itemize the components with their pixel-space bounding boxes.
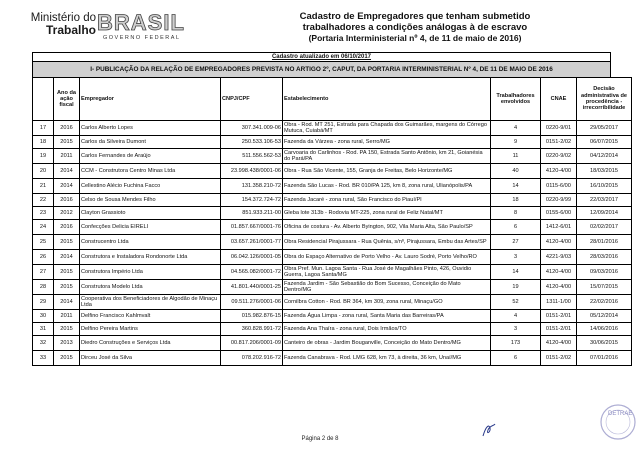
- row-year: 2015: [54, 136, 80, 149]
- row-employer: Dirceu José da Silva: [80, 351, 221, 366]
- employers-table: [32, 77, 632, 366]
- row-decision: 30/06/2015: [577, 336, 632, 351]
- row-employer: Construcentro Ltda: [80, 235, 221, 250]
- row-workers: 9: [491, 136, 541, 149]
- row-id: 25: [33, 235, 54, 250]
- row-employer: Carlos Fernandes de Araújo: [80, 149, 221, 164]
- row-cnpj: 04.565.082/0001-72: [221, 265, 283, 280]
- col-header-employer: Empregador: [80, 78, 221, 121]
- row-cnpj: 154.372.724-72: [221, 194, 283, 207]
- row-cnae: 1412-6/01: [541, 220, 577, 235]
- row-workers: 18: [491, 194, 541, 207]
- table-row: [33, 280, 632, 295]
- row-employer: Construtora Império Ltda: [80, 265, 221, 280]
- row-cnae: 0151-2/02: [541, 136, 577, 149]
- row-estab: Fazenda São Lucas - Rod. BR 010/PA 125, km 8, zona rural, Ulianópolis/PA: [283, 179, 491, 194]
- table-row: [33, 265, 632, 280]
- table-row: [33, 351, 632, 366]
- table-row: [33, 220, 632, 235]
- row-year: 2011: [54, 310, 80, 323]
- row-employer: Carlos da Silveira Dumont: [80, 136, 221, 149]
- row-cnae: 0220-9/02: [541, 149, 577, 164]
- row-workers: 19: [491, 280, 541, 295]
- row-decision: 18/03/2015: [577, 164, 632, 179]
- row-employer: Construtora e Instaladora Rondonorte Ltda: [80, 250, 221, 265]
- row-cnae: 4120-4/00: [541, 265, 577, 280]
- page-footer: Página 2 de 8: [301, 436, 339, 442]
- row-decision: 22/02/2016: [577, 295, 632, 310]
- table-row: [33, 164, 632, 179]
- row-id: 27: [33, 265, 54, 280]
- row-year: 2015: [54, 323, 80, 336]
- row-cnpj: 360.828.991-72: [221, 323, 283, 336]
- row-cnae: 4120-4/00: [541, 280, 577, 295]
- row-id: 31: [33, 323, 54, 336]
- row-year: 2015: [54, 235, 80, 250]
- row-cnpj: 23.998.438/0001-06: [221, 164, 283, 179]
- row-id: 20: [33, 164, 54, 179]
- row-workers: 14: [491, 265, 541, 280]
- table-row: [33, 149, 632, 164]
- row-year: 2015: [54, 280, 80, 295]
- row-cnpj: 131.358.210-72: [221, 179, 283, 194]
- row-year: 2016: [54, 121, 80, 136]
- row-cnae: 4120-4/00: [541, 235, 577, 250]
- row-estab: Fazenda da Várzea - zona rural, Serro/MG: [283, 136, 491, 149]
- row-year: 2015: [54, 351, 80, 366]
- row-id: 23: [33, 207, 54, 220]
- row-workers: 6: [491, 220, 541, 235]
- row-year: 2012: [54, 207, 80, 220]
- col-header-id: [33, 78, 54, 121]
- brasil-logo-icon: [95, 8, 190, 42]
- row-workers: 4: [491, 310, 541, 323]
- row-employer: Carlos Alberto Lopes: [80, 121, 221, 136]
- row-estab: Fazenda Canabrava - Rod. LMG 628, km 73, à direita, 36 km, Unaí/MG: [283, 351, 491, 366]
- row-cnae: 0151-2/02: [541, 351, 577, 366]
- row-decision: 28/03/2016: [577, 250, 632, 265]
- row-id: 21: [33, 179, 54, 194]
- row-id: 30: [33, 310, 54, 323]
- row-id: 26: [33, 250, 54, 265]
- title-line2: trabalhadores a condições análogas à de escravo: [302, 22, 528, 33]
- row-employer: Delfino Pereira Martins: [80, 323, 221, 336]
- table-row: [33, 179, 632, 194]
- table-row: [33, 207, 632, 220]
- row-id: 24: [33, 220, 54, 235]
- logo-tagline: GOVERNO FEDERAL: [103, 35, 181, 41]
- row-workers: 52: [491, 295, 541, 310]
- row-estab: Fazenda Água Limpa - zona rural, Santa Maria das Barreiras/PA: [283, 310, 491, 323]
- col-header-cnae: CNAE: [541, 78, 577, 121]
- row-decision: 14/06/2016: [577, 323, 632, 336]
- row-decision: 05/12/2014: [577, 310, 632, 323]
- table-row: [33, 310, 632, 323]
- row-estab: Gleba lote 313b - Rodovia MT-225, zona rural de Feliz Natal/MT: [283, 207, 491, 220]
- row-estab: Canteiro de obras - Jardim Bouganville, Conceição do Mato Dentro/MG: [283, 336, 491, 351]
- row-cnae: 1311-1/00: [541, 295, 577, 310]
- row-decision: 02/02/2017: [577, 220, 632, 235]
- table-row: [33, 235, 632, 250]
- row-employer: Delfino Francisco Kahlmvalt: [80, 310, 221, 323]
- row-cnpj: 01.857.667/0001-76: [221, 220, 283, 235]
- col-header-decision: Decisão administrativa de procedência - irrecorribilidade: [577, 78, 632, 121]
- row-year: 2016: [54, 194, 80, 207]
- row-employer: Cellestino Alécio Fuchina Facco: [80, 179, 221, 194]
- row-cnae: 0115-6/00: [541, 179, 577, 194]
- row-workers: 11: [491, 149, 541, 164]
- row-cnae: 0220-9/99: [541, 194, 577, 207]
- row-cnae: 4120-4/00: [541, 164, 577, 179]
- row-estab: Obra Residencial Pirajussara - Rua Quênia, s/nº, Pirajussara, Embu das Artes/SP: [283, 235, 491, 250]
- col-header-cnpj: CNPJ/CPF: [221, 78, 283, 121]
- update-date-bar: Cadastro atualizado em 06/10/2017: [32, 52, 611, 61]
- row-id: 33: [33, 351, 54, 366]
- table-row: [33, 250, 632, 265]
- table-row: [33, 323, 632, 336]
- col-header-workers: Trabalhadores envolvidos: [491, 78, 541, 121]
- row-employer: Construtora Modelo Ltda: [80, 280, 221, 295]
- row-employer: Clayton Grassioto: [80, 207, 221, 220]
- row-workers: 27: [491, 235, 541, 250]
- row-id: 18: [33, 136, 54, 149]
- table-row: [33, 194, 632, 207]
- row-employer: Diedro Construções e Serviços Ltda: [80, 336, 221, 351]
- col-header-year: Ano da ação fiscal: [54, 78, 80, 121]
- row-estab: Obra - Rod. MT 251, Estrada para Chapada dos Guimarães, margens do Córrego Mutuca, Cuiabá/MT: [283, 121, 491, 136]
- row-year: 2014: [54, 179, 80, 194]
- row-workers: 40: [491, 164, 541, 179]
- row-decision: 07/01/2016: [577, 351, 632, 366]
- col-header-estab: Estabelecimento: [283, 78, 491, 121]
- section-title-bar: I- PUBLICAÇÃO DA RELAÇÃO DE EMPREGADORES PREVISTA NO ARTIGO 2º, CAPUT, DA PORTARIA INTERMINISTERIAL Nº 4, DE 11 DE MAIO DE 2016: [32, 61, 611, 77]
- row-id: 17: [33, 121, 54, 136]
- row-estab: Carvoaria do Carlinhos - Rod. PA 150, Estrada Santo Antônio, km 21, Goianésia do Pará/PA: [283, 149, 491, 164]
- row-estab: Fazenda Ana Thaíra - zona rural, Dois Irmãos/TO: [283, 323, 491, 336]
- row-estab: Obra - Rua São Vicente, 155, Granja de Freitas, Belo Horizonte/MG: [283, 164, 491, 179]
- stamp-text: DETRAE: [608, 411, 633, 417]
- table-header-row: [33, 78, 632, 121]
- row-workers: 6: [491, 351, 541, 366]
- row-cnpj: 09.511.276/0001-06: [221, 295, 283, 310]
- row-cnpj: 307.341.009-06: [221, 121, 283, 136]
- row-cnpj: 06.042.126/0001-05: [221, 250, 283, 265]
- row-decision: 28/01/2016: [577, 235, 632, 250]
- row-cnae: 0155-6/00: [541, 207, 577, 220]
- row-decision: 16/10/2015: [577, 179, 632, 194]
- row-cnae: 4221-9/03: [541, 250, 577, 265]
- row-employer: Celso de Sousa Mendes Filho: [80, 194, 221, 207]
- row-id: 19: [33, 149, 54, 164]
- table-row: [33, 295, 632, 310]
- row-employer: Cooperativa dos Beneficiadores de Algodão de Minaçu Ltda: [80, 295, 221, 310]
- register-table-container: [32, 52, 627, 366]
- row-estab: Oficina de costura - Av. Alberto Byington, 902, Vila Maria Alta, São Paulo/SP: [283, 220, 491, 235]
- table-row: [33, 121, 632, 136]
- row-decision: 06/07/2015: [577, 136, 632, 149]
- row-cnpj: 078.202.916-72: [221, 351, 283, 366]
- row-workers: 4: [491, 121, 541, 136]
- ministry-logo-text: [11, 12, 96, 36]
- row-decision: 29/05/2017: [577, 121, 632, 136]
- row-id: 32: [33, 336, 54, 351]
- row-year: 2014: [54, 164, 80, 179]
- logo-line1: Ministério do: [30, 12, 96, 24]
- row-employer: CCM - Construtora Centro Minas Ltda: [80, 164, 221, 179]
- row-workers: 3: [491, 323, 541, 336]
- row-cnpj: 511.556.562-53: [221, 149, 283, 164]
- document-title: [270, 11, 560, 44]
- row-decision: 04/12/2014: [577, 149, 632, 164]
- row-estab: Fazenda Jardim - São Sebastião do Bom Sucesso, Conceição do Mato Dentro/MG: [283, 280, 491, 295]
- row-id: 29: [33, 295, 54, 310]
- row-cnpj: 41.801.440/0001-25: [221, 280, 283, 295]
- row-employer: Confecções Delicia EIRELI: [80, 220, 221, 235]
- row-year: 2011: [54, 149, 80, 164]
- logo-mark-text: BRASIL: [97, 10, 185, 35]
- row-workers: 3: [491, 250, 541, 265]
- logo-line2: Trabalho: [45, 23, 96, 37]
- row-estab: Obra do Espaço Alternativo de Porto Velho - Av. Lauro Sodré, Porto Velho/RO: [283, 250, 491, 265]
- row-decision: 15/07/2015: [577, 280, 632, 295]
- row-year: 2014: [54, 250, 80, 265]
- title-line3: (Portaria Interministerial nº 4, de 11 de maio de 2016): [308, 33, 522, 43]
- table-row: [33, 136, 632, 149]
- row-year: 2015: [54, 265, 80, 280]
- row-workers: 8: [491, 207, 541, 220]
- row-year: 2016: [54, 220, 80, 235]
- row-id: 22: [33, 194, 54, 207]
- row-estab: Cornilbra Cotton - Rod. BR 364, km 309, zona rural, Minaçu/GO: [283, 295, 491, 310]
- row-cnpj: 250.533.106-53: [221, 136, 283, 149]
- row-cnpj: 03.657.261/0001-77: [221, 235, 283, 250]
- row-estab: Fazenda Jacaré - zona rural, São Francisco do Piauí/PI: [283, 194, 491, 207]
- row-decision: 12/09/2014: [577, 207, 632, 220]
- page-header: [0, 0, 640, 50]
- title-line1: Cadastro de Empregadores que tenham submetido: [299, 11, 531, 22]
- row-cnpj: 851.933.211-00: [221, 207, 283, 220]
- table-row: [33, 336, 632, 351]
- row-cnae: 0151-2/01: [541, 310, 577, 323]
- row-workers: 173: [491, 336, 541, 351]
- row-decision: 09/03/2016: [577, 265, 632, 280]
- row-cnae: 0220-9/01: [541, 121, 577, 136]
- row-estab: Obra Pref. Mun. Lagoa Santa - Rua José de Magalhães Pinto, 426, Ouvidio Guerra, Lagoa Santa/MG: [283, 265, 491, 280]
- row-decision: 22/03/2017: [577, 194, 632, 207]
- row-id: 28: [33, 280, 54, 295]
- row-cnpj: 00.817.206/0001-09: [221, 336, 283, 351]
- row-year: 2013: [54, 336, 80, 351]
- row-cnae: 0151-2/01: [541, 323, 577, 336]
- row-year: 2014: [54, 295, 80, 310]
- row-workers: 14: [491, 179, 541, 194]
- row-cnae: 4120-4/00: [541, 336, 577, 351]
- row-cnpj: 015.982.876-15: [221, 310, 283, 323]
